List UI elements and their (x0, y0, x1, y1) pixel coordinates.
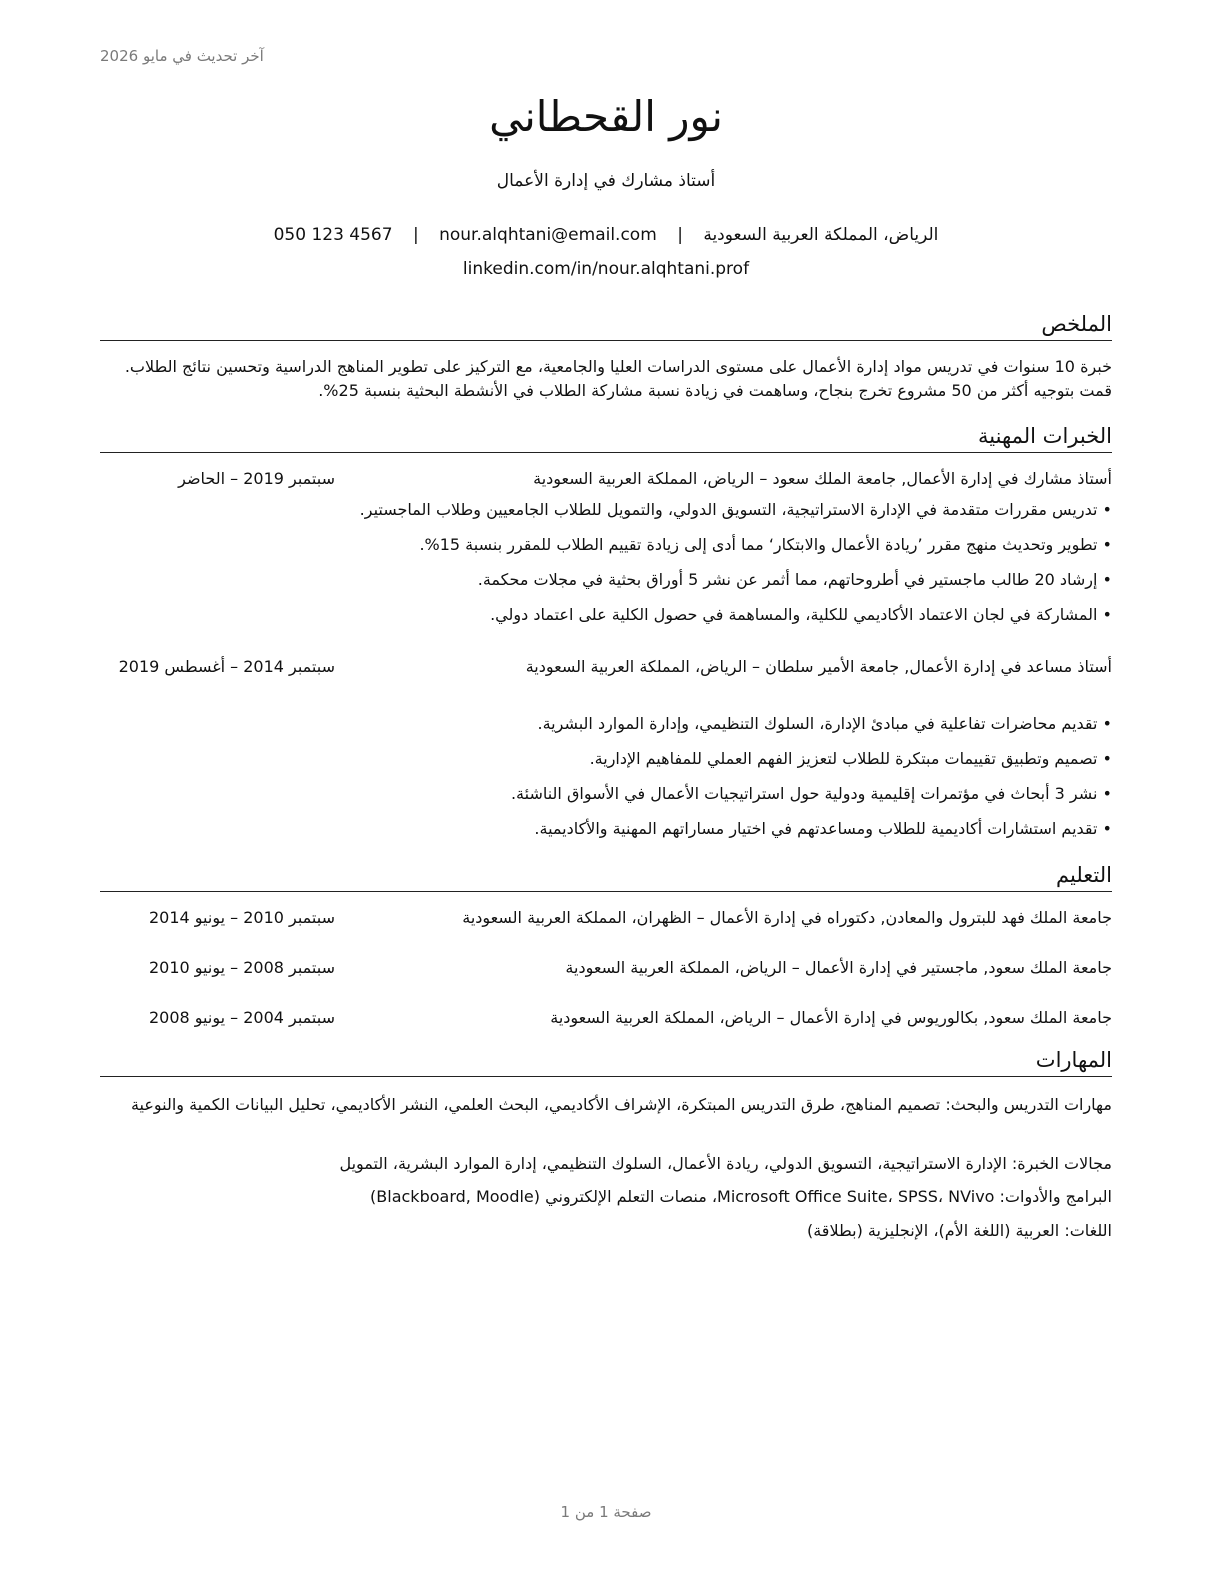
section-heading-summary: الملخص (100, 311, 1112, 341)
email-link[interactable]: nour.alqhtani@email.com (439, 225, 657, 245)
skills-tools: البرامج والأدوات: Microsoft Office Suite، SPSS، NVivo، منصات التعلم الإلكتروني (Blackboard, Moodle) (370, 1187, 1112, 1206)
degree-date: سبتمبر 2004 – يونيو 2008 (148, 1008, 335, 1027)
degree-title: جامعة الملك فهد للبترول والمعادن, دكتوراه في إدارة الأعمال – الظهران، المملكة العربية السعودية (462, 908, 1112, 927)
bullet-item: • تدريس مقررات متقدمة في الإدارة الاستراتيجية، التسويق الدولي، والتمويل للطلاب الجامعيين وطلاب الماجستير. (100, 498, 1112, 522)
section-heading-education: التعليم (100, 862, 1112, 892)
linkedin-link[interactable]: linkedin.com/in/nour.alqhtani.prof (462, 259, 750, 279)
experience-bullets (100, 498, 1112, 638)
skills-teaching-research: مهارات التدريس والبحث: تصميم المناهج، طرق التدريس المبتكرة، الإشراف الأكاديمي، البحث العلمي، النشر الأكاديمي، تحليل البيانات الكمية والنوعية (130, 1095, 1112, 1114)
candidate-title: أستاذ مشارك في إدارة الأعمال (496, 171, 716, 191)
contact-line (100, 225, 1112, 245)
page-number: صفحة 1 من 1 (560, 1503, 652, 1521)
candidate-name: نور القحطاني (489, 92, 723, 141)
skills-expertise: مجالات الخبرة: الإدارة الاستراتيجية، التسويق الدولي، ريادة الأعمال، السلوك التنظيمي، إدارة الموارد البشرية، التمويل (339, 1154, 1112, 1173)
phone-number: 050 123 4567 (273, 225, 393, 245)
last-updated: آخر تحديث في مايو 2026 (100, 47, 264, 65)
degree-title: جامعة الملك سعود, بكالوريوس في إدارة الأعمال – الرياض، المملكة العربية السعودية (550, 1008, 1112, 1027)
separator: | (677, 225, 683, 245)
degree-date: سبتمبر 2008 – يونيو 2010 (148, 958, 335, 977)
bullet-item: • تصميم وتطبيق تقييمات مبتكرة للطلاب لتعزيز الفهم العملي للمفاهيم الإدارية. (100, 747, 1112, 771)
location: الرياض، المملكة العربية السعودية (703, 225, 939, 245)
degree-title: جامعة الملك سعود, ماجستير في إدارة الأعمال – الرياض، المملكة العربية السعودية (565, 958, 1112, 977)
section-heading-skills: المهارات (100, 1047, 1112, 1077)
separator: | (412, 225, 419, 245)
resume-page (100, 0, 1112, 1584)
bullet-item: • تقديم محاضرات تفاعلية في مبادئ الإدارة، السلوك التنظيمي، وإدارة الموارد البشرية. (100, 712, 1112, 736)
job-title: أستاذ مساعد في إدارة الأعمال, جامعة الأمير سلطان – الرياض، المملكة العربية السعودية (525, 657, 1112, 676)
job-date: سبتمبر 2014 – أغسطس 2019 (118, 657, 335, 676)
section-heading-experience: الخبرات المهنية (100, 423, 1112, 453)
skills-languages: اللغات: العربية (اللغة الأم)، الإنجليزية (بطلاقة) (806, 1221, 1112, 1240)
bullet-item: • تطوير وتحديث منهج مقرر ’ريادة الأعمال والابتكار‘ مما أدى إلى زيادة تقييم الطلاب للمقرر بنسبة 15%. (100, 533, 1112, 557)
summary-text: خبرة 10 سنوات في تدريس مواد إدارة الأعمال على مستوى الدراسات العليا والجامعية، مع التركيز على تطوير المناهج الدراسية وتحسين نتائج الطلاب. قمت بتوجيه أكثر من 50 مشروع تخرج بنجاح، وساهمت في زيادة نسبة مشاركة الطلاب في الأنشطة البحثية بنسبة 25%. (124, 357, 1112, 400)
bullet-item: • تقديم استشارات أكاديمية للطلاب ومساعدتهم في اختيار مساراتهم المهنية والأكاديمية. (100, 817, 1112, 841)
experience-bullets (100, 712, 1112, 852)
bullet-item: • إرشاد 20 طالب ماجستير في أطروحاتهم، مما أثمر عن نشر 5 أوراق بحثية في مجلات محكمة. (100, 568, 1112, 592)
degree-date: سبتمبر 2010 – يونيو 2014 (148, 908, 335, 927)
bullet-item: • المشاركة في لجان الاعتماد الأكاديمي للكلية، والمساهمة في حصول الكلية على اعتماد دولي. (100, 603, 1112, 627)
bullet-item: • نشر 3 أبحاث في مؤتمرات إقليمية ودولية حول استراتيجيات الأعمال في الأسواق الناشئة. (100, 782, 1112, 806)
job-title: أستاذ مشارك في إدارة الأعمال, جامعة الملك سعود – الرياض، المملكة العربية السعودية (533, 469, 1112, 488)
job-date: سبتمبر 2019 – الحاضر (178, 469, 335, 488)
